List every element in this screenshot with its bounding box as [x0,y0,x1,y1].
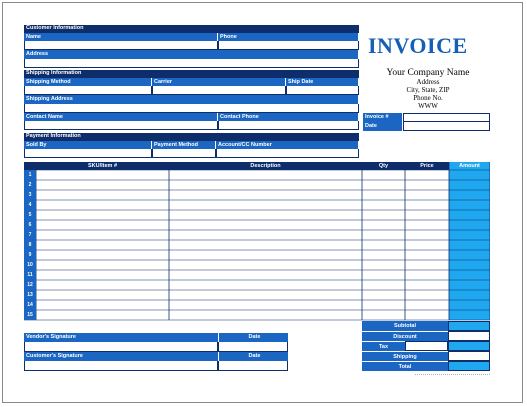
line-items-grid [24,162,490,321]
col-header-description: Description [250,163,281,169]
sold-by-field[interactable] [24,149,152,158]
customer-phone-field[interactable] [218,41,359,50]
customer-address-label: Address [24,50,359,59]
row-number: 14 [24,300,36,310]
customer-info-header: Customer Information [24,25,359,33]
row-number: 10 [24,260,36,270]
row-number: 15 [24,310,36,320]
customer-date-field[interactable] [218,361,288,371]
carrier-field[interactable] [152,86,286,95]
contact-phone-field[interactable] [218,121,359,130]
discount-label: Discount [362,331,448,341]
row-number: 9 [24,250,36,260]
col-header-amount: Amount [459,163,480,169]
shipping-info-header: Shipping Information [24,70,359,78]
ship-date-label: Ship Date [286,78,359,86]
vendor-signature-label: Vendor's Signature [24,333,218,342]
contact-name-field[interactable] [24,121,218,130]
row-number: 8 [24,240,36,250]
invoice-date-label: Date [363,122,403,131]
row-number: 12 [24,280,36,290]
col-header-qty: Qty [378,163,389,169]
customer-name-field[interactable] [24,41,218,50]
company-city: City, State, ZIP [406,86,450,94]
payment-method-field[interactable] [152,149,216,158]
subtotal-value[interactable] [448,321,490,331]
shipping-label: Shipping [362,351,448,361]
customer-signature-field[interactable] [24,361,218,371]
invoice-number-field[interactable] [403,113,490,122]
tax-rate-field[interactable] [405,341,448,351]
sold-by-label: Sold By [24,141,152,149]
row-number: 13 [24,290,36,300]
row-number: 4 [24,200,36,210]
shipping-value[interactable] [448,351,490,361]
shipping-method-field[interactable] [24,86,152,95]
customer-phone-label: Phone [218,33,359,41]
vendor-date-field[interactable] [218,342,288,352]
customer-address-field[interactable] [24,59,359,68]
shipping-address-field[interactable] [24,104,359,113]
row-number: 11 [24,270,36,280]
row-number: 2 [24,180,36,190]
total-label: Total [362,361,448,371]
payment-info-header: Payment Information [24,133,359,141]
shipping-address-label: Shipping Address [24,95,359,104]
amount-column [449,170,490,320]
row-number: 1 [24,170,36,180]
contact-name-label: Contact Name [24,113,218,121]
total-value[interactable] [448,361,490,371]
footer-mark [415,374,490,376]
company-name: Your Company Name [386,68,470,78]
invoice-title: INVOICE [368,33,468,58]
vendor-signature-field[interactable] [24,342,218,352]
carrier-label: Carrier [152,78,286,86]
col-header-sku: SKU/Item # [87,163,118,169]
invoice-page [2,2,523,403]
vendor-date-label: Date [218,333,288,342]
customer-date-label: Date [218,352,288,361]
payment-method-label: Payment Method [152,141,216,149]
contact-phone-label: Contact Phone [218,113,359,121]
row-number: 7 [24,230,36,240]
customer-signature-label: Customer's Signature [24,352,218,361]
line-items-table [24,162,490,321]
row-number: 3 [24,190,36,200]
company-address: Address [416,78,440,86]
account-number-label: Account/CC Number [216,141,359,149]
invoice-number-label: Invoice # [363,113,403,122]
row-number: 5 [24,210,36,220]
totals-block [362,321,490,373]
tax-value[interactable] [448,341,490,351]
account-number-field[interactable] [216,149,359,158]
row-number: 6 [24,220,36,230]
invoice-date-field[interactable] [403,122,490,131]
col-header-price: Price [420,163,434,169]
discount-value[interactable] [448,331,490,341]
company-phone: Phone No. [413,94,443,102]
company-www: WWW [418,102,438,110]
ship-date-field[interactable] [286,86,359,95]
subtotal-label: Subtotal [362,321,448,331]
tax-label: Tax [362,341,405,351]
shipping-method-label: Shipping Method [24,78,152,86]
customer-name-label: Name [24,33,218,41]
